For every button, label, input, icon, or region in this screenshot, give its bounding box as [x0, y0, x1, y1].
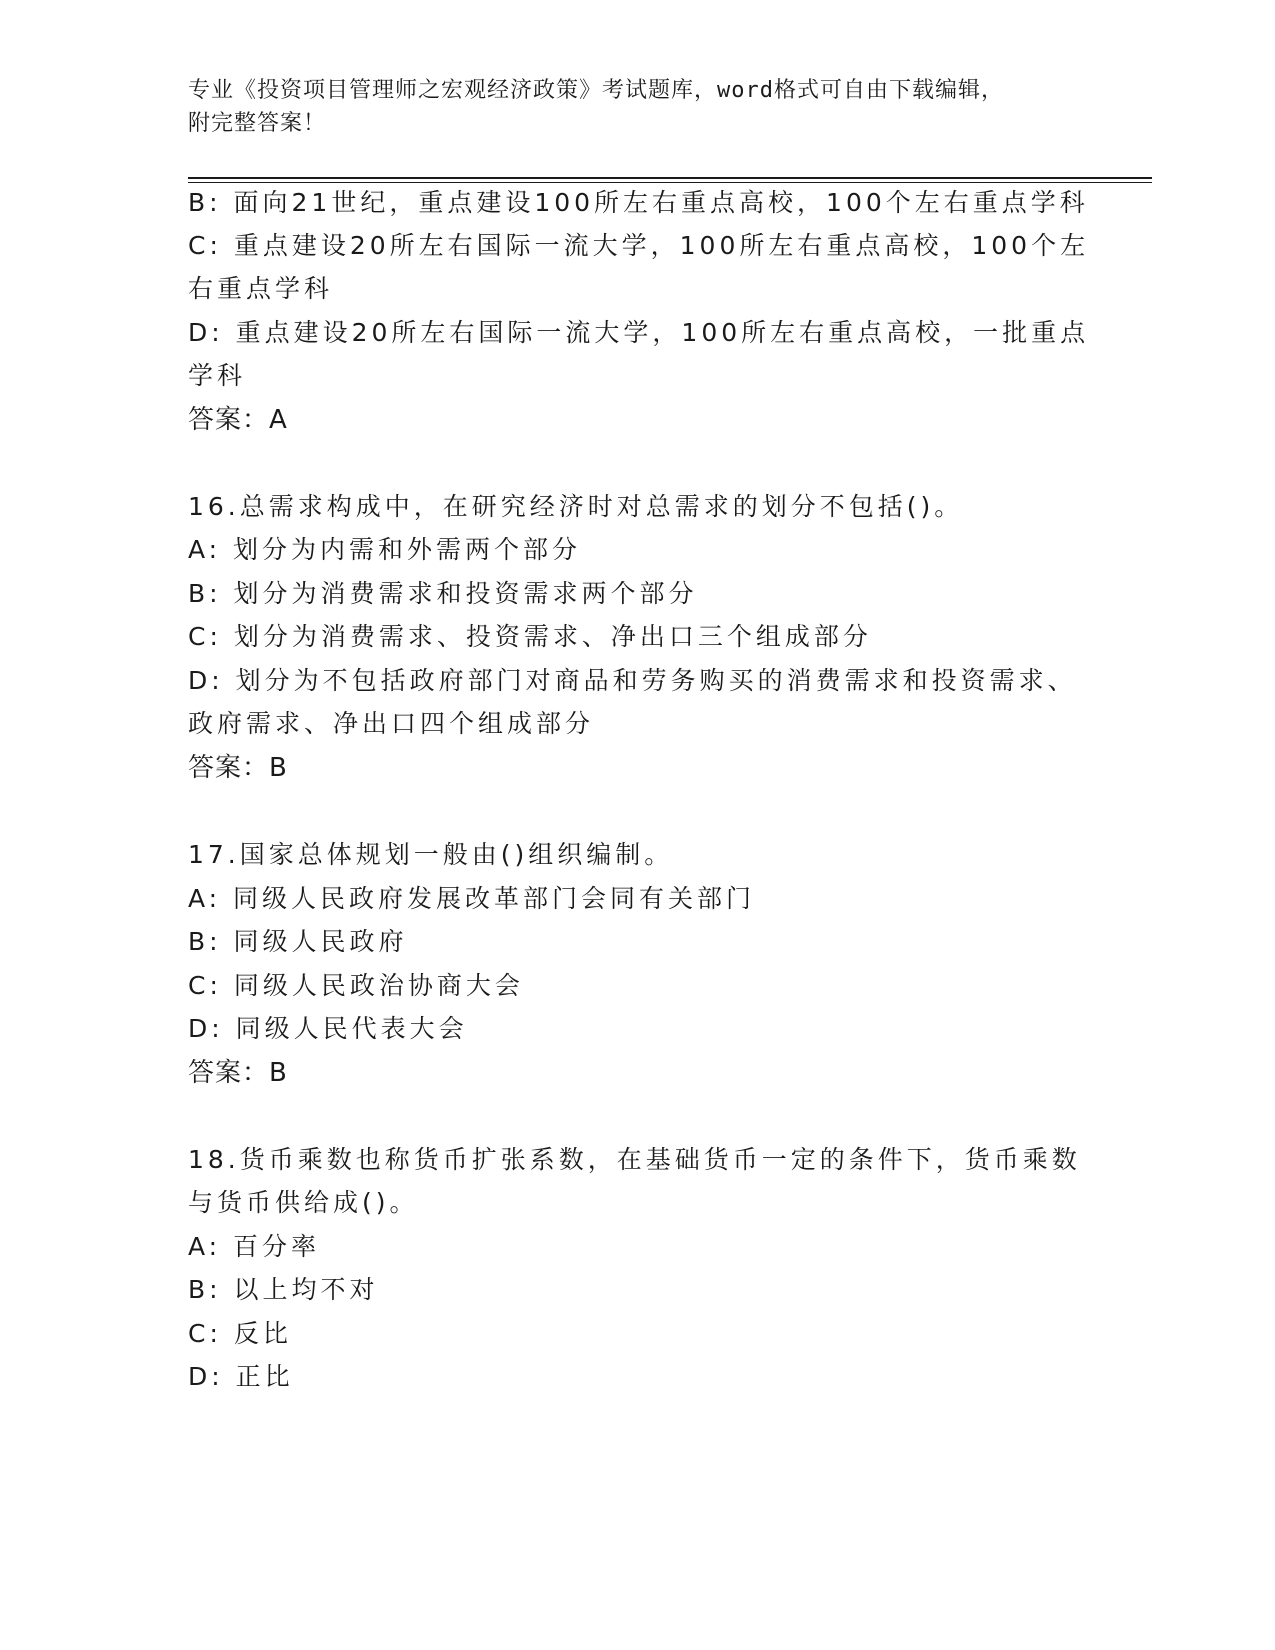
- q17-option-d: D: 同级人民代表大会: [188, 1014, 468, 1043]
- q16-option-d-line-2: 政府需求、净出口四个组成部分: [188, 709, 595, 738]
- q17-option-a: A: 同级人民政府发展改革部门会同有关部门: [188, 884, 756, 913]
- q18-option-d: D: 正比: [188, 1362, 294, 1391]
- q16-option-b: B: 划分为消费需求和投资需求两个部分: [188, 579, 698, 608]
- header-line-1: 专业《投资项目管理师之宏观经济政策》考试题库，word格式可自由下载编辑，: [188, 78, 1004, 103]
- q18-stem-line-1: 18.货币乘数也称货币扩张系数，在基础货币一定的条件下，货币乘数: [188, 1145, 1081, 1174]
- q16-option-c: C: 划分为消费需求、投资需求、净出口三个组成部分: [188, 622, 872, 651]
- prev-option-d-line-1: D: 重点建设20所左右国际一流大学，100所左右重点高校，一批重点: [188, 318, 1090, 347]
- prev-option-d-line-2: 学科: [188, 361, 247, 390]
- prev-option-b: B: 面向21世纪，重点建设100所左右重点高校，100个左右重点学科: [188, 188, 1089, 217]
- q17-option-b: B: 同级人民政府: [188, 927, 408, 956]
- prev-answer: 答案：A: [188, 405, 288, 435]
- document-header: [188, 74, 1088, 140]
- prev-option-c-line-1: C: 重点建设20所左右国际一流大学，100所左右重点高校，100个左: [188, 231, 1090, 260]
- q17-stem: 17.国家总体规划一般由()组织编制。: [188, 840, 674, 869]
- q18-option-c: C: 反比: [188, 1319, 292, 1348]
- q16-option-d-line-1: D: 划分为不包括政府部门对商品和劳务购买的消费需求和投资需求、: [188, 666, 1077, 695]
- q18-option-b: B: 以上均不对: [188, 1275, 379, 1304]
- q16-stem: 16.总需求构成中，在研究经济时对总需求的划分不包括()。: [188, 492, 964, 521]
- prev-option-c-line-2: 右重点学科: [188, 274, 334, 303]
- header-divider-thick: [188, 177, 1152, 179]
- q18-option-a: A: 百分率: [188, 1232, 321, 1261]
- q16-answer: 答案：B: [188, 753, 288, 783]
- q18-stem-line-2: 与货币供给成()。: [188, 1188, 419, 1217]
- q17-option-c: C: 同级人民政治协商大会: [188, 971, 524, 1000]
- q16-option-a: A: 划分为内需和外需两个部分: [188, 535, 582, 564]
- q17-answer: 答案：B: [188, 1058, 288, 1088]
- header-line-2: 附完整答案！: [188, 111, 327, 136]
